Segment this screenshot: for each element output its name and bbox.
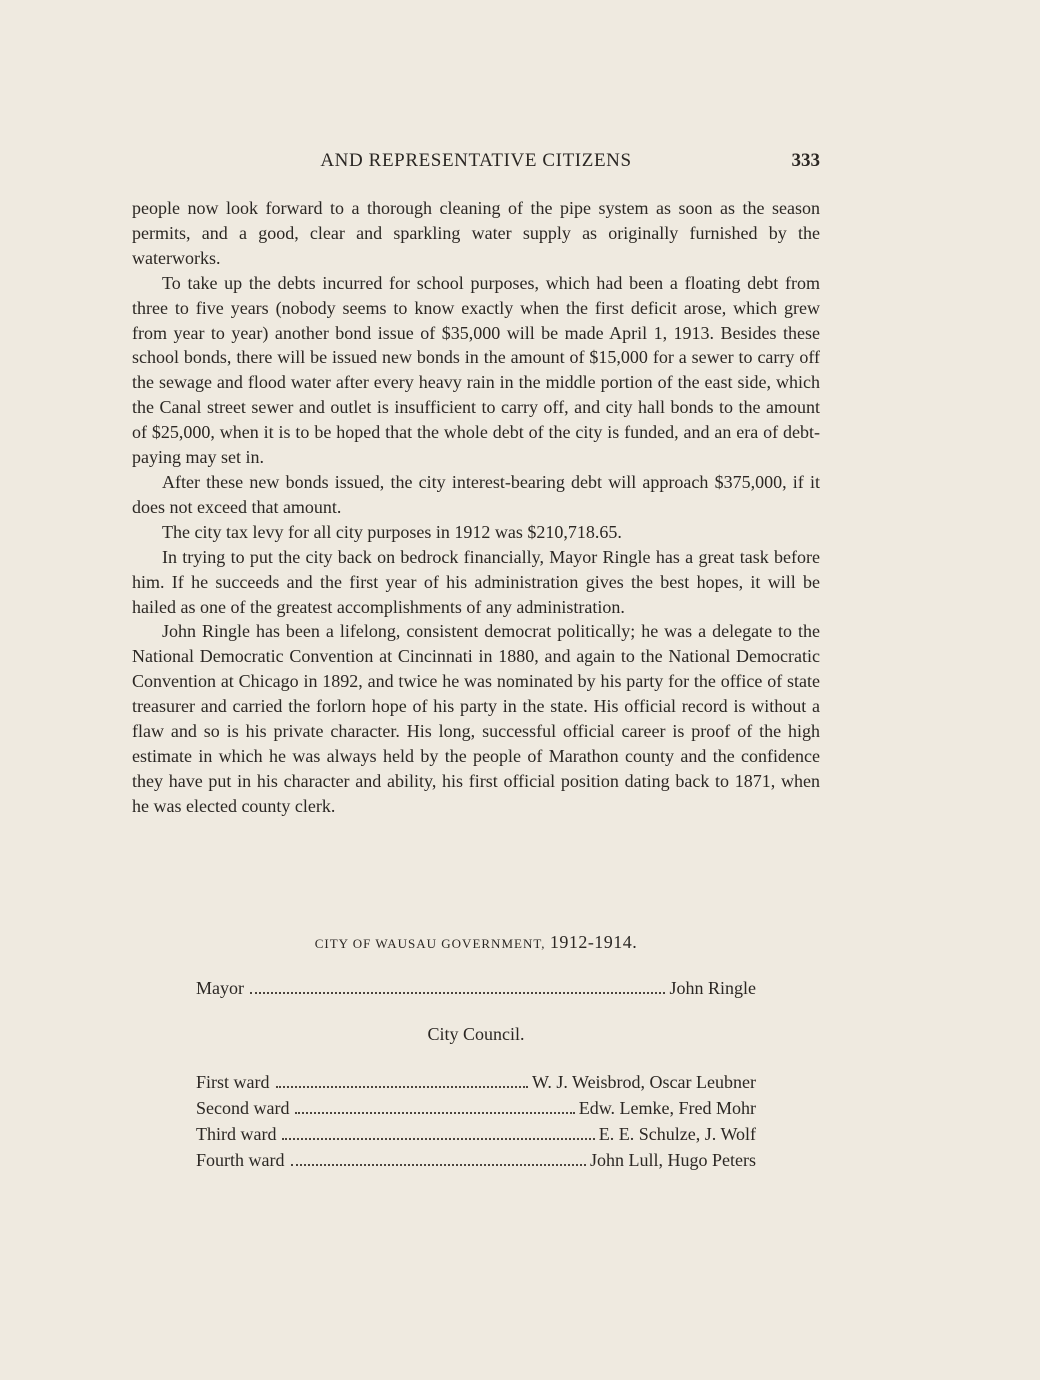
running-head — [132, 150, 820, 178]
ward-row — [196, 1150, 756, 1176]
government-section-title — [132, 932, 820, 953]
paragraph: John Ringle has been a lifelong, consistent democrat politically; he was a delegate to the National Democratic Convention at Cincinnati in 1880, and again to the National Democratic Convention at Chicago in 1892, and twice he was nominated by his party for the office of state treasurer and carried the forlorn hope of his party in the state. His official record is without a flaw and so is his private character. His long, successful official career is proof of the high estimate in which he was always held by the people of Marathon county and the confidence they have put in his character and ability, his first official position dating back to 1871, when he was elected county clerk. — [132, 621, 820, 816]
ward-label: Second ward — [196, 1098, 290, 1118]
ward-members: W. J. Weisbrod, Oscar Leubner — [532, 1072, 756, 1092]
ward-row — [196, 1098, 756, 1124]
government-years: 1912-1914. — [549, 932, 638, 952]
page-number: 333 — [791, 150, 820, 171]
body-text — [132, 196, 820, 819]
ward-label: Fourth ward — [196, 1150, 285, 1170]
government-title: CITY OF WAUSAU GOVERNMENT, — [314, 936, 546, 951]
ward-members: Edw. Lemke, Fred Mohr — [578, 1098, 756, 1118]
running-head-title: AND REPRESENTATIVE CITIZENS — [320, 150, 632, 171]
dot-leader — [282, 1137, 594, 1140]
dot-leader — [250, 991, 665, 994]
ward-label: Third ward — [196, 1124, 277, 1144]
mayor-name: John Ringle — [669, 978, 756, 998]
ward-row — [196, 1124, 756, 1150]
council-heading: City Council. — [427, 1024, 525, 1044]
paragraph: people now look forward to a thorough cleaning of the pipe system as soon as the season permits, and a good, clear and sparkling water supply as originally furnished by the waterworks. — [132, 198, 820, 268]
paragraph: After these new bonds issued, the city interest-bearing debt will approach $375,000, if it does not exceed that amount. — [132, 471, 820, 517]
ward-members: John Lull, Hugo Peters — [590, 1150, 756, 1170]
paragraph: The city tax levy for all city purposes in 1912 was $210,718.65. — [162, 521, 622, 542]
dot-leader — [295, 1111, 574, 1114]
ward-label: First ward — [196, 1072, 270, 1092]
paragraph: To take up the debts incurred for school purposes, which had been a floating debt from three to five years (nobody seems to know exactly when the first deficit arose, which grew from year to year) another bond issue of $35,000 will be made April 1, 1913. Besides these school bonds, there will be issued new bonds in the amount of $15,000 for a sewer to carry off the sewage and flood water after every heavy rain in the middle portion of the east side, which the Canal street sewer and outlet is insufficient to carry off, and city hall bonds to the amount of $25,000, when it is to be hoped that the whole debt of the city is funded, and an era of debt-paying may set in. — [132, 272, 820, 468]
ward-members: E. E. Schulze, J. Wolf — [598, 1124, 756, 1144]
dot-leader — [276, 1085, 529, 1088]
paragraph: In trying to put the city back on bedrock financially, Mayor Ringle has a great task before him. If he succeeds and the first year of his administration gives the best hopes, it will be hailed as one of the greatest accomplishments of any administration. — [132, 546, 820, 617]
dot-leader — [291, 1163, 587, 1166]
ward-row — [196, 1072, 756, 1098]
mayor-label: Mayor — [196, 978, 244, 998]
mayor-row — [196, 978, 756, 1004]
